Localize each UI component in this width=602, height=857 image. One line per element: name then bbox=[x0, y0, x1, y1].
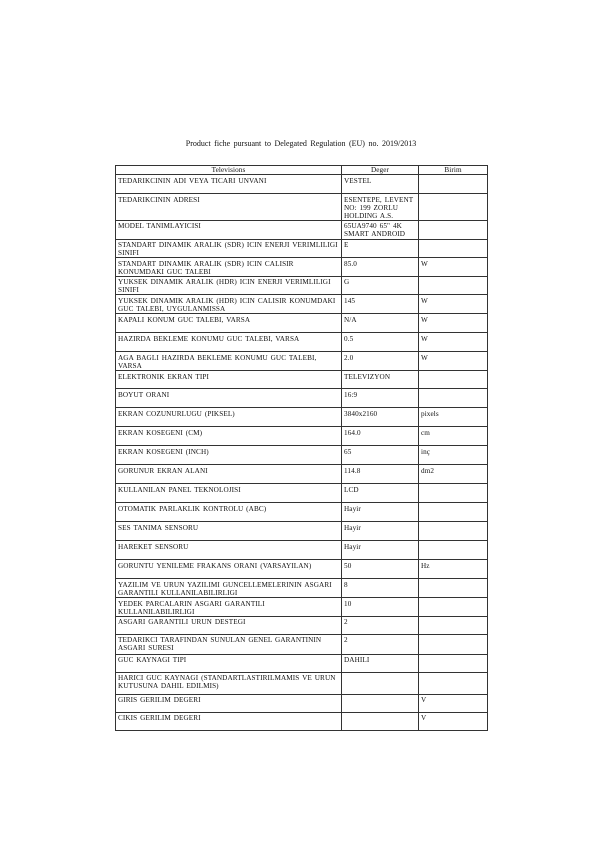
table-row bbox=[116, 560, 488, 579]
row-parameter-cell: TEDARIKCININ ADI VEYA TICARI UNVANI bbox=[116, 175, 342, 194]
row-value-cell: TELEVIZYON bbox=[342, 371, 419, 389]
row-parameter-cell: YEDEK PARCALARIN ASGARI GARANTILI KULLANILABILIRLIGI bbox=[116, 598, 342, 617]
row-parameter-cell: GUC KAYNAGI TIPI bbox=[116, 654, 342, 672]
page-title: Product fiche pursuant to Delegated Regulation (EU) no. 2019/2013 bbox=[185, 139, 417, 148]
row-value-cell: Hayir bbox=[342, 541, 419, 560]
row-unit-cell: dm2 bbox=[419, 465, 488, 484]
row-parameter-cell: ELEKTRONIK EKRAN TIPI bbox=[116, 371, 342, 389]
row-unit-cell bbox=[419, 616, 488, 634]
row-value-cell: 65UA9740 65" 4K SMART ANDROID bbox=[342, 220, 419, 239]
row-unit-cell: W bbox=[419, 295, 488, 314]
table-header-row bbox=[116, 166, 488, 175]
table-row bbox=[116, 616, 488, 634]
row-unit-cell: W bbox=[419, 352, 488, 371]
row-unit-cell bbox=[419, 239, 488, 258]
row-value-cell: 65 bbox=[342, 446, 419, 465]
row-unit-cell bbox=[419, 276, 488, 295]
table-row bbox=[116, 465, 488, 484]
table-row bbox=[116, 522, 488, 541]
row-value-cell: 3840x2160 bbox=[342, 408, 419, 427]
row-parameter-cell: SES TANIMA SENSORU bbox=[116, 522, 342, 541]
row-unit-cell: V bbox=[419, 694, 488, 712]
column-header-birim: Birim bbox=[419, 166, 488, 175]
row-value-cell: Hayir bbox=[342, 503, 419, 522]
table-body bbox=[116, 175, 488, 731]
row-parameter-cell: KAPALI KONUM GUC TALEBI, VARSA bbox=[116, 314, 342, 333]
row-unit-cell bbox=[419, 175, 488, 194]
row-parameter-cell: EKRAN KOSEGENI (INCH) bbox=[116, 446, 342, 465]
row-parameter-cell: KULLANILAN PANEL TEKNOLOJISI bbox=[116, 484, 342, 503]
row-unit-cell bbox=[419, 389, 488, 408]
row-unit-cell bbox=[419, 654, 488, 672]
table-row bbox=[116, 446, 488, 465]
row-parameter-cell: STANDART DINAMIK ARALIK (SDR) ICIN CALISIR KONUMDAKI GUC TALEBI bbox=[116, 258, 342, 277]
row-unit-cell: pixels bbox=[419, 408, 488, 427]
column-header-televisions: Televisions bbox=[116, 166, 342, 175]
row-value-cell bbox=[342, 672, 419, 694]
row-unit-cell bbox=[419, 634, 488, 654]
table-row bbox=[116, 427, 488, 446]
row-value-cell: 145 bbox=[342, 295, 419, 314]
table-row bbox=[116, 258, 488, 277]
row-value-cell: N/A bbox=[342, 314, 419, 333]
row-value-cell: 164.0 bbox=[342, 427, 419, 446]
table-row bbox=[116, 333, 488, 352]
row-value-cell: 2 bbox=[342, 634, 419, 654]
row-parameter-cell: YAZILIM VE URUN YAZILIMI GUNCELLEMELERININ ASGARI GARANTILI KULLANILABILIRLIGI bbox=[116, 579, 342, 598]
table-row bbox=[116, 694, 488, 712]
row-parameter-cell: GORUNTU YENILEME FRAKANS ORANI (VARSAYILAN) bbox=[116, 560, 342, 579]
row-parameter-cell: TEDARIKCI TARAFINDAN SUNULAN GENEL GARANTININ ASGARI SURESI bbox=[116, 634, 342, 654]
row-value-cell: G bbox=[342, 276, 419, 295]
row-value-cell: LCD bbox=[342, 484, 419, 503]
row-parameter-cell: EKRAN COZUNURLUGU (PIKSEL) bbox=[116, 408, 342, 427]
table-row bbox=[116, 598, 488, 617]
row-value-cell: 8 bbox=[342, 579, 419, 598]
table-row bbox=[116, 220, 488, 239]
row-unit-cell: inç bbox=[419, 446, 488, 465]
row-parameter-cell: TEDARIKCININ ADRESI bbox=[116, 194, 342, 221]
row-unit-cell bbox=[419, 503, 488, 522]
row-parameter-cell: CIKIS GERILIM DEGERI bbox=[116, 712, 342, 730]
product-fiche-table bbox=[115, 165, 488, 731]
row-parameter-cell: OTOMATIK PARLAKLIK KONTROLU (ABC) bbox=[116, 503, 342, 522]
table-row bbox=[116, 672, 488, 694]
row-parameter-cell: YUKSEK DINAMIK ARALIK (HDR) ICIN ENERJI VERIMLILIGI SINIFI bbox=[116, 276, 342, 295]
row-unit-cell: W bbox=[419, 333, 488, 352]
row-unit-cell bbox=[419, 484, 488, 503]
row-parameter-cell: HAZIRDA BEKLEME KONUMU GUC TALEBI, VARSA bbox=[116, 333, 342, 352]
table-row bbox=[116, 503, 488, 522]
table-row bbox=[116, 295, 488, 314]
row-unit-cell bbox=[419, 672, 488, 694]
table-row bbox=[116, 579, 488, 598]
table-row bbox=[116, 314, 488, 333]
row-parameter-cell: YUKSEK DINAMIK ARALIK (HDR) ICIN CALISIR KONUMDAKI GUC TALEBI, UYGULANMISSA bbox=[116, 295, 342, 314]
table-row bbox=[116, 634, 488, 654]
table-row bbox=[116, 194, 488, 221]
row-unit-cell: W bbox=[419, 314, 488, 333]
row-unit-cell bbox=[419, 579, 488, 598]
row-parameter-cell: GIRIS GERILIM DEGERI bbox=[116, 694, 342, 712]
row-value-cell bbox=[342, 694, 419, 712]
row-parameter-cell: GORUNUR EKRAN ALANI bbox=[116, 465, 342, 484]
row-unit-cell: Hz bbox=[419, 560, 488, 579]
row-value-cell: ESENTEPE, LEVENT NO: 199 ZORLU HOLDING A.S. bbox=[342, 194, 419, 221]
row-unit-cell: cm bbox=[419, 427, 488, 446]
row-unit-cell bbox=[419, 194, 488, 221]
row-value-cell: 0.5 bbox=[342, 333, 419, 352]
row-unit-cell: V bbox=[419, 712, 488, 730]
row-parameter-cell: BOYUT ORANI bbox=[116, 389, 342, 408]
row-value-cell: 2.0 bbox=[342, 352, 419, 371]
table-row bbox=[116, 276, 488, 295]
table-row bbox=[116, 654, 488, 672]
row-unit-cell bbox=[419, 541, 488, 560]
row-value-cell: 2 bbox=[342, 616, 419, 634]
row-value-cell bbox=[342, 712, 419, 730]
row-unit-cell bbox=[419, 371, 488, 389]
row-value-cell: VESTEL bbox=[342, 175, 419, 194]
row-unit-cell bbox=[419, 598, 488, 617]
row-value-cell: DAHILI bbox=[342, 654, 419, 672]
row-parameter-cell: EKRAN KOSEGENI (CM) bbox=[116, 427, 342, 446]
table-row bbox=[116, 408, 488, 427]
row-value-cell: 114.8 bbox=[342, 465, 419, 484]
row-unit-cell: W bbox=[419, 258, 488, 277]
row-value-cell: 50 bbox=[342, 560, 419, 579]
row-value-cell: 85.0 bbox=[342, 258, 419, 277]
row-value-cell: E bbox=[342, 239, 419, 258]
row-unit-cell bbox=[419, 220, 488, 239]
row-parameter-cell: STANDART DINAMIK ARALIK (SDR) ICIN ENERJI VERIMLILIGI SINIFI bbox=[116, 239, 342, 258]
table-row bbox=[116, 541, 488, 560]
table-row bbox=[116, 352, 488, 371]
table-row bbox=[116, 712, 488, 730]
row-parameter-cell: MODEL TANIMLAYICISI bbox=[116, 220, 342, 239]
row-unit-cell bbox=[419, 522, 488, 541]
table-row bbox=[116, 389, 488, 408]
row-parameter-cell: HARICI GUC KAYNAGI (STANDARTLASTIRILMAMIS VE URUN KUTUSUNA DAHIL EDILMIS) bbox=[116, 672, 342, 694]
row-value-cell: 16:9 bbox=[342, 389, 419, 408]
table-row bbox=[116, 484, 488, 503]
row-parameter-cell: HAREKET SENSORU bbox=[116, 541, 342, 560]
row-parameter-cell: AGA BAGLI HAZIRDA BEKLEME KONUMU GUC TALEBI, VARSA bbox=[116, 352, 342, 371]
table-row bbox=[116, 239, 488, 258]
row-parameter-cell: ASGARI GARANTILI URUN DESTEGI bbox=[116, 616, 342, 634]
column-header-deger: Deger bbox=[342, 166, 419, 175]
row-value-cell: Hayir bbox=[342, 522, 419, 541]
row-value-cell: 10 bbox=[342, 598, 419, 617]
table-row bbox=[116, 371, 488, 389]
table-row bbox=[116, 175, 488, 194]
